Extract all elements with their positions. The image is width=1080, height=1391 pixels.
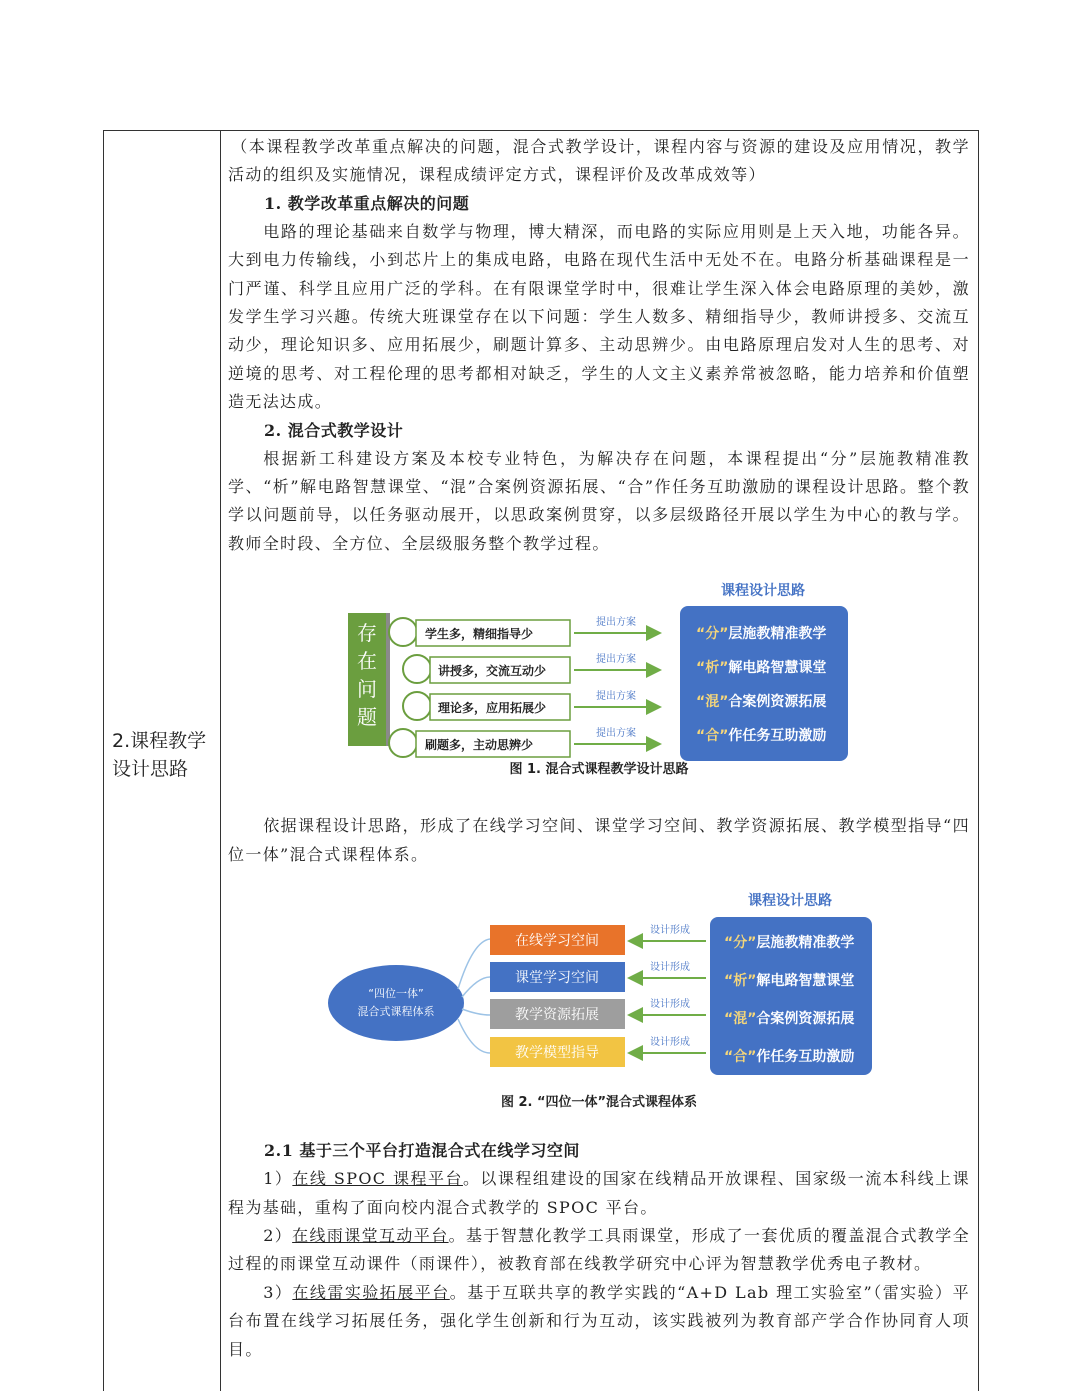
intro-text: （本课程教学改革重点解决的问题，混合式教学设计，课程内容与资源的建设及应用情况，教学活动的组织及实施情况，课程成绩评定方式，课程评价及改革成效等）: [228, 137, 970, 185]
content-cell: [228, 133, 970, 1364]
section21-heading: 2.1 基于三个平台打造混合式在线学习空间: [264, 1141, 580, 1161]
platform-title: 在线 SPOC 课程平台: [292, 1169, 463, 1189]
para-after-figure-1: 依据课程设计思路，形成了在线学习空间、课堂学习空间、教学资源拓展、教学模型指导“四位一体”混合式课程体系。: [228, 816, 970, 864]
section1-heading: 1. 教学改革重点解决的问题: [264, 193, 470, 213]
system-ellipse: [328, 965, 464, 1041]
space-label: 课堂学习空间: [515, 970, 599, 987]
platform-title: 在线雷实验拓展平台: [292, 1282, 450, 1302]
title-char: 在: [357, 649, 377, 674]
platform-item: 3）在线雷实验拓展平台。基于互联共享的教学实践的“A+D Lab 理工实验室”（雷实验）平台布置在线学习拓展任务，强化学生创新和行为互动，该实践被列为教育部产学合作协同育人项目。: [228, 1282, 970, 1359]
form-table: [103, 130, 979, 1391]
svg-text:“合”作任务互助激励: “合”作任务互助激励: [696, 728, 827, 745]
arrow-label: 提出方案: [596, 654, 636, 666]
arrow-label: 设计形成: [650, 925, 690, 937]
platform-title: 在线雨课堂互动平台: [292, 1225, 449, 1245]
problem-item: 学生多，精细指导少: [425, 627, 534, 642]
figure-2: [228, 869, 970, 1119]
figure-1-caption: 图 1. 混合式课程教学设计思路: [509, 762, 689, 778]
problem-item: 刷题多，主动思辨少: [425, 738, 534, 753]
title-char: 存: [357, 621, 377, 646]
title-char: 问: [357, 677, 377, 702]
svg-text:“析”解电路智慧课堂: “析”解电路智慧课堂: [724, 973, 855, 990]
column-divider: [220, 131, 221, 1391]
section2-heading: 2. 混合式教学设计: [264, 420, 404, 440]
space-label: 教学资源拓展: [515, 1007, 599, 1024]
arrow-label: 提出方案: [596, 728, 636, 740]
platform-item: 1）在线 SPOC 课程平台。以课程组建设的国家在线精品开放课程、国家级一流本科线上课程为基础，重构了面向校内混合式教学的 SPOC 平台。: [228, 1169, 970, 1217]
space-label: 教学模型指导: [515, 1045, 599, 1062]
platform-item: 2）在线雨课堂互动平台。基于智慧化教学工具雨课堂，形成了一套优质的覆盖混合式教学全过程的雨课堂互动课件（雨课件），被教育部在线教学研究中心评为智慧教学优秀电子教材。: [228, 1225, 970, 1274]
space-label: 在线学习空间: [515, 933, 599, 950]
section1-body: 电路的理论基础来自数学与物理，博大精深，而电路的实际应用则是上天入地，功能各异。大到电力传输线，小到芯片上的集成电路，电路在现代生活中无处不在。电路分析基础课程是一门严谨、科学且应用广泛的学科。在有限课堂学时中，很难让学生深入体会电路原理的美妙，激发学生学习兴趣。传统大班课堂存在以下问题：学生人数多、精细指导少，教师讲授多、交流互动少，理论知识多、应用拓展少，刷题计算多、主动思辨少。由电路原理启发对人生的思考、对逆境的思考、对工程伦理的思考都相对缺乏，学生的人文主义素养常被忽略，能力培养和价值塑造无法达成。: [228, 221, 970, 412]
arrow-label: 提出方案: [596, 617, 636, 629]
row-label: 2.课程教学设计思路: [112, 730, 207, 780]
ellipse-line1: “四位一体”: [368, 987, 424, 1001]
svg-text:“混”合案例资源拓展: “混”合案例资源拓展: [724, 1011, 855, 1028]
arrow-label: 设计形成: [650, 962, 690, 974]
problem-item: 理论多，应用拓展少: [438, 701, 547, 716]
arrow-label: 设计形成: [650, 1037, 690, 1049]
problem-item: 讲授多，交流互动少: [438, 664, 547, 679]
section2-body: 根据新工科建设方案及本校专业特色，为解决存在问题，本课程提出“分”层施教精准教学、“析”解电路智慧课堂、“混”合案例资源拓展、“合”作任务互助激励的课程设计思路。整个教学以问题前导，以任务驱动展开，以思政案例贯穿，以多层级路径开展以学生为中心的教与学。教师全时段、全方位、全层级服务整个教学过程。: [228, 448, 970, 553]
figure-1-diagram: [228, 558, 970, 763]
svg-text:“合”作任务互助激励: “合”作任务互助激励: [724, 1049, 855, 1066]
title-char: 题: [357, 705, 377, 730]
box-title: 课程设计思路: [721, 583, 805, 600]
arrow-label: 提出方案: [596, 691, 636, 703]
figure-2-caption: 图 2. “四位一体”混合式课程体系: [500, 1095, 698, 1111]
arrow-label: 设计形成: [650, 999, 690, 1011]
box-title: 课程设计思路: [748, 893, 832, 910]
figure-1: [228, 558, 970, 788]
svg-text:“分”层施教精准教学: “分”层施教精准教学: [696, 626, 827, 643]
svg-text:“析”解电路智慧课堂: “析”解电路智慧课堂: [696, 660, 827, 677]
svg-text:“混”合案例资源拓展: “混”合案例资源拓展: [696, 694, 827, 711]
svg-text:“分”层施教精准教学: “分”层施教精准教学: [724, 935, 855, 952]
ellipse-line2: 混合式课程体系: [357, 1005, 435, 1019]
figure-2-diagram: [228, 869, 970, 1084]
